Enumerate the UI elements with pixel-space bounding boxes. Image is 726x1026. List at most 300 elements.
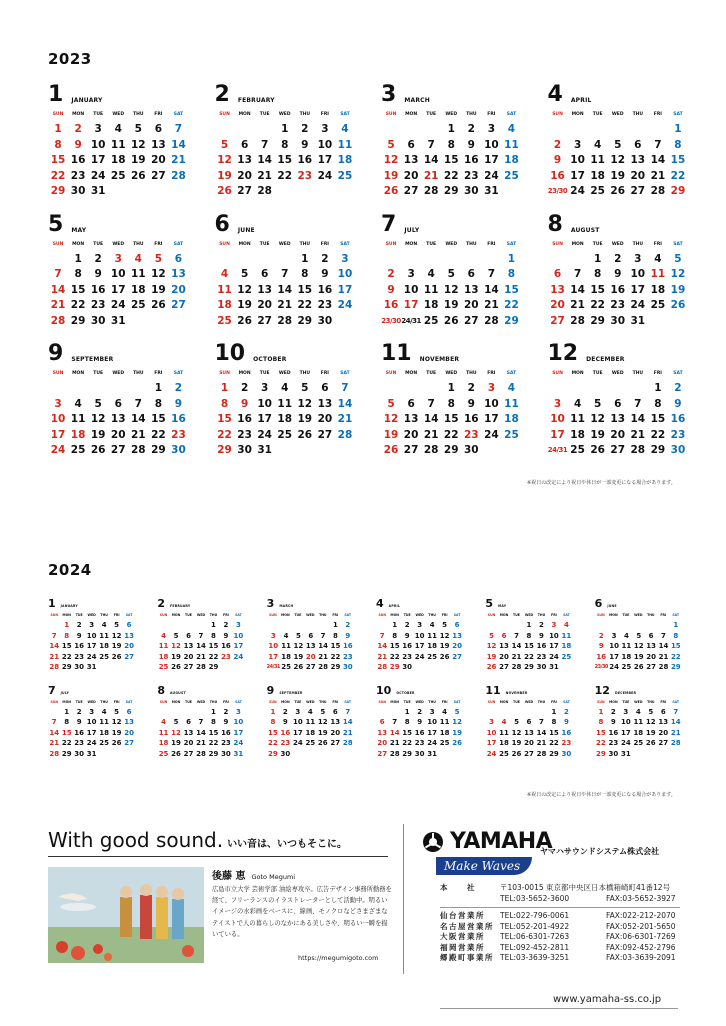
day-cell: 4 [635, 707, 641, 716]
day-cell: 28 [196, 749, 206, 758]
day-cell: 25 [337, 169, 353, 182]
weekday-label: MON [171, 613, 181, 617]
weekday-label: THU [209, 699, 218, 704]
weekday-label: THU [319, 613, 327, 617]
weekday-label: WED [445, 241, 458, 247]
day-cell: 12 [633, 642, 644, 650]
empty-day-cell [376, 620, 388, 631]
day-cell: 28 [49, 663, 60, 671]
day-cell: 16 [171, 413, 186, 425]
day-cell: 5 [173, 718, 179, 726]
day-cell: 20 [183, 652, 194, 661]
day-cell: 23 [342, 652, 353, 661]
day-cell: 12 [645, 718, 656, 726]
day-cell: 30 [74, 663, 85, 671]
day-cell: 4 [161, 631, 166, 640]
day-cell: 12 [383, 154, 399, 166]
day-cell: 28 [337, 428, 353, 441]
weekday-header [48, 242, 189, 252]
day-cell: 5 [301, 382, 309, 394]
day-cell: 5 [514, 718, 519, 726]
day-cell: 9 [174, 397, 183, 410]
day-cell: 3 [553, 397, 562, 410]
day-cell: 8 [654, 397, 662, 410]
day-cell: 4 [134, 252, 142, 265]
day-cell: 24 [110, 299, 126, 311]
day-cell: 6 [553, 268, 562, 280]
day-cell: 1 [392, 621, 398, 629]
weekday-label: MON [390, 699, 399, 704]
hq-address: 〒103-0015 東京都中央区日本橋箱崎町41番12号 [500, 883, 671, 892]
day-cell: 5 [220, 138, 229, 151]
day-cell: 28 [318, 663, 328, 671]
weekday-label: FRI [653, 112, 662, 117]
day-grid [595, 620, 682, 673]
day-cell: 3 [89, 621, 95, 629]
weekday-label: SUN [552, 371, 563, 376]
day-cell: 6 [501, 631, 507, 640]
day-cell: 14 [511, 642, 522, 650]
day-cell: 26 [90, 444, 106, 456]
weekday-label: SAT [344, 613, 352, 617]
day-cell: 17 [268, 652, 279, 661]
weekday-label: FRI [154, 112, 163, 117]
day-cell: 23/30 [594, 664, 608, 670]
day-cell: 22 [443, 169, 459, 182]
day-cell: 25 [70, 444, 86, 456]
empty-day-cell [441, 252, 461, 268]
day-cell: 12 [297, 397, 313, 410]
day-cell: 7 [51, 631, 57, 640]
empty-day-cell [628, 122, 648, 138]
weekday-label: FRI [320, 241, 329, 247]
day-cell: 7 [379, 631, 385, 640]
day-cell: 27 [646, 663, 656, 671]
weekday-header [595, 613, 682, 620]
day-cell: 4 [594, 138, 602, 151]
day-cell: 19 [171, 739, 181, 747]
day-cell: 29 [389, 663, 400, 671]
day-cell: 20 [317, 413, 333, 425]
day-cell: 12 [217, 154, 232, 166]
day-cell: 9 [94, 268, 102, 280]
day-cell: 3 [235, 707, 241, 716]
day-cell: 10 [427, 718, 437, 726]
day-cell: 17 [90, 154, 106, 166]
day-cell: 9 [223, 631, 229, 640]
day-cell: 5 [387, 138, 395, 151]
day-cell: 23 [74, 739, 85, 747]
weekday-header [381, 242, 522, 252]
day-cell: 4 [429, 621, 435, 629]
day-cell: 21 [536, 739, 547, 747]
month-header [157, 685, 244, 696]
day-cell: 4 [161, 718, 166, 726]
day-cell: 25 [281, 663, 291, 671]
day-cell: 3 [321, 123, 329, 135]
month-2023-9 [48, 343, 189, 459]
empty-day-cell [292, 620, 304, 631]
day-cell: 8 [333, 631, 338, 640]
day-cell: 25 [504, 169, 519, 182]
day-cell: 13 [171, 268, 186, 280]
day-cell: 12 [131, 138, 146, 151]
day-cell: 16 [74, 728, 85, 737]
weekday-label: FRI [441, 613, 448, 617]
day-cell: 30 [464, 185, 479, 197]
day-cell: 10 [90, 138, 106, 151]
day-grid [215, 381, 356, 459]
day-cell: 30 [670, 444, 686, 456]
day-cell: 19 [90, 428, 106, 441]
day-cell: 10 [403, 283, 419, 296]
day-cell: 19 [486, 652, 497, 661]
weekday-label: THU [466, 371, 477, 376]
day-cell: 28 [511, 663, 522, 671]
day-cell: 7 [539, 718, 544, 726]
day-cell: 14 [423, 413, 439, 425]
day-cell: 18 [427, 642, 437, 650]
month-header [381, 84, 522, 106]
month-name: JULY [60, 690, 70, 695]
weekday-header [381, 371, 522, 381]
day-cell: 8 [447, 138, 455, 151]
day-cell: 5 [320, 707, 326, 716]
day-cell: 27 [330, 739, 341, 747]
day-cell: 27 [658, 739, 669, 747]
day-cell: 8 [74, 268, 82, 280]
day-cell: 22 [277, 169, 293, 182]
day-cell: 16 [402, 642, 413, 650]
weekday-label: MON [571, 241, 584, 247]
day-cell: 19 [633, 652, 644, 661]
day-cell: 2 [467, 123, 475, 135]
day-cell: 17 [110, 283, 126, 296]
artist-site-link[interactable]: https://megumigoto.com [298, 954, 379, 962]
day-cell: 11 [158, 642, 169, 650]
day-cell: 31 [233, 749, 244, 758]
empty-day-cell [523, 707, 535, 718]
weekday-label: TUE [426, 112, 437, 117]
weekday-label: SAT [125, 699, 133, 704]
day-cell: 1 [594, 252, 602, 265]
weekday-label: WED [445, 371, 458, 376]
weekday-header [381, 112, 522, 122]
year-2024-label: 2024 [48, 561, 92, 579]
month-header [48, 343, 189, 365]
weekday-label: WED [112, 241, 125, 247]
day-cell: 13 [183, 728, 194, 737]
day-cell: 20 [237, 169, 252, 182]
day-cell: 10 [484, 138, 499, 151]
weekday-label: THU [100, 699, 108, 704]
day-cell: 10 [620, 718, 631, 726]
day-cell: 4 [307, 707, 313, 716]
day-cell: 8 [270, 718, 276, 726]
weekday-label: FRI [154, 241, 163, 247]
empty-day-cell [195, 707, 207, 718]
weekday-label: THU [647, 613, 655, 617]
day-cell: 23 [414, 739, 425, 747]
day-cell: 24 [486, 749, 497, 758]
empty-day-cell [235, 252, 255, 268]
empty-day-cell [548, 252, 568, 268]
month-2023-5 [48, 211, 189, 330]
day-cell: 17 [233, 642, 244, 650]
day-cell: 7 [198, 631, 204, 640]
month-2024-5 [485, 598, 572, 673]
weekday-label: WED [524, 613, 534, 617]
weekday-label: SAT [125, 613, 133, 617]
holiday-note-2024: ※祝日の改定により祝日や休日が一部変更になる場合があります。 [527, 792, 676, 798]
day-cell: 27 [630, 185, 646, 197]
weekday-label: SUN [52, 371, 64, 376]
day-cell: 20 [550, 299, 565, 311]
day-cell: 29 [402, 749, 413, 758]
day-cell: 16 [280, 728, 291, 737]
day-cell: 29 [443, 185, 459, 197]
weekday-label: MON [499, 613, 509, 617]
holiday-note-2023: ※祝日の改定により祝日や休日が一部変更になる場合があります。 [527, 480, 676, 486]
weekday-label: WED [634, 699, 643, 704]
day-cell: 13 [151, 138, 166, 151]
weekday-label: FRI [113, 699, 120, 704]
weekday-label: FRI [113, 613, 120, 617]
month-header [548, 84, 689, 106]
office-row [440, 943, 696, 954]
weekday-label: SUN [487, 613, 496, 617]
day-cell: 22 [596, 739, 606, 747]
weekday-label: WED [196, 699, 206, 704]
day-cell: 30 [342, 663, 353, 671]
day-cell: 22 [670, 652, 681, 661]
day-cell: 6 [154, 123, 163, 135]
day-cell: 27 [524, 749, 534, 758]
day-cell: 28 [630, 444, 646, 456]
day-cell: 30 [536, 663, 547, 671]
weekday-label: WED [415, 699, 424, 704]
day-cell: 6 [332, 707, 338, 716]
day-cell: 9 [674, 397, 682, 410]
day-cell: 26 [293, 663, 304, 671]
empty-day-cell [381, 122, 401, 138]
day-cell: 1 [220, 382, 229, 394]
day-cell: 21 [650, 169, 666, 182]
day-cell: 22 [297, 299, 313, 311]
day-cell: 17 [403, 299, 419, 311]
day-cell: 30 [561, 749, 572, 758]
day-cell: 27 [124, 652, 134, 661]
day-cell: 22 [151, 428, 166, 441]
day-cell: 12 [171, 728, 181, 737]
day-cell: 13 [257, 283, 272, 296]
weekday-label: THU [299, 241, 311, 247]
day-cell: 14 [670, 718, 681, 726]
month-header [215, 343, 356, 365]
month-name: SEPTEMBER [71, 356, 114, 363]
weekday-header [48, 613, 135, 620]
weekday-label: TUE [93, 241, 104, 247]
empty-day-cell [421, 122, 441, 138]
day-cell: 10 [233, 718, 244, 726]
weekday-label: WED [611, 371, 624, 376]
day-cell: 9 [345, 631, 351, 640]
hq-contact-row [440, 894, 696, 905]
month-number: 9 [48, 341, 64, 366]
day-cell: 10 [337, 268, 353, 280]
weekday-label: MON [609, 613, 618, 617]
day-cell: 24 [427, 739, 437, 747]
day-grid [485, 620, 572, 673]
day-cell: 9 [563, 718, 569, 726]
day-cell: 4 [442, 707, 448, 716]
empty-day-cell [645, 620, 657, 631]
day-cell: 31 [257, 444, 272, 456]
day-cell: 14 [423, 154, 439, 166]
day-cell: 22 [443, 428, 459, 441]
day-cell: 11 [99, 631, 109, 640]
day-cell: 10 [317, 138, 333, 151]
day-cell: 1 [270, 707, 276, 716]
weekday-label: TUE [75, 613, 83, 617]
day-cell: 31 [86, 663, 97, 671]
weekday-label: SUN [385, 371, 397, 376]
day-cell: 2 [94, 252, 102, 265]
day-cell: 14 [49, 728, 60, 737]
weekday-label: TUE [622, 613, 630, 617]
weekday-label: MON [171, 699, 181, 704]
empty-day-cell [535, 707, 547, 718]
day-grid [485, 707, 572, 760]
month-header [48, 598, 135, 609]
weekday-label: TUE [426, 371, 437, 376]
empty-day-cell [588, 122, 608, 138]
day-cell: 23 [608, 739, 619, 747]
weekday-header [48, 112, 189, 122]
weekday-label: SAT [344, 699, 352, 704]
empty-day-cell [485, 620, 497, 631]
day-cell: 22 [268, 739, 278, 747]
weekday-label: TUE [513, 613, 520, 617]
website-url[interactable]: www.yamaha-ss.co.jp [553, 994, 662, 1005]
day-cell: 27 [237, 185, 252, 197]
weekday-label: SUN [219, 112, 230, 117]
day-cell: 30 [221, 749, 231, 758]
day-cell: 9 [240, 397, 249, 410]
weekday-label: MON [238, 112, 251, 117]
day-cell: 18 [158, 652, 169, 661]
day-cell: 26 [151, 299, 166, 311]
day-cell: 22 [330, 652, 341, 661]
day-cell: 19 [293, 652, 304, 661]
day-cell: 2 [467, 382, 475, 394]
month-2024-9 [267, 685, 354, 760]
weekday-header [548, 242, 689, 252]
month-2024-1 [48, 598, 135, 673]
day-cell: 22 [670, 169, 686, 182]
day-cell: 26 [237, 314, 252, 327]
weekday-label: THU [100, 613, 108, 617]
day-cell: 7 [320, 631, 326, 640]
day-cell: 20 [171, 283, 186, 296]
day-cell: 15 [650, 413, 666, 425]
day-cell: 9 [417, 718, 423, 726]
day-cell: 8 [673, 631, 679, 640]
empty-day-cell [280, 620, 292, 631]
day-cell: 14 [49, 642, 60, 650]
day-cell: 23 [464, 428, 479, 441]
month-2024-2 [157, 598, 244, 673]
day-cell: 6 [308, 631, 314, 640]
empty-day-cell [485, 707, 497, 718]
day-cell: 6 [379, 718, 385, 726]
weekday-label: FRI [487, 241, 496, 247]
day-cell: 13 [550, 283, 565, 296]
day-cell: 29 [504, 314, 519, 327]
month-number: 7 [381, 211, 397, 237]
weekday-label: THU [133, 371, 144, 376]
day-cell: 1 [333, 621, 338, 629]
day-cell: 16 [221, 642, 231, 650]
day-cell: 18 [217, 299, 232, 311]
weekday-label: SAT [453, 613, 461, 617]
day-cell: 7 [198, 718, 204, 726]
day-cell: 30 [171, 444, 186, 456]
day-cell: 5 [154, 252, 163, 265]
day-cell: 23 [610, 299, 626, 311]
day-cell: 17 [292, 728, 303, 737]
day-cell: 14 [131, 413, 146, 425]
weekday-label: WED [278, 241, 291, 247]
day-cell: 23/30 [381, 316, 401, 325]
day-cell: 23 [561, 739, 572, 747]
weekday-header [376, 700, 463, 707]
day-cell: 26 [486, 663, 497, 671]
office-name: 大阪営業所 [440, 932, 485, 941]
month-header [485, 685, 572, 696]
day-cell: 27 [183, 663, 194, 671]
day-cell: 29 [70, 314, 86, 327]
empty-day-cell [88, 381, 108, 397]
month-number: 6 [594, 597, 603, 610]
day-cell: 13 [499, 642, 509, 650]
weekday-label: THU [632, 112, 644, 117]
weekday-label: MON [390, 613, 399, 617]
month-number: 1 [48, 597, 56, 610]
month-2023-3 [381, 84, 522, 200]
day-cell: 29 [217, 444, 232, 456]
office-fax: FAX:022-212-2070 [606, 911, 676, 920]
day-cell: 20 [610, 428, 626, 441]
day-cell: 23 [670, 428, 686, 441]
day-cell: 16 [464, 154, 479, 166]
day-cell: 3 [489, 718, 494, 726]
weekday-header [157, 700, 244, 707]
day-cell: 1 [211, 707, 216, 716]
day-cell: 12 [590, 413, 605, 425]
day-grid [48, 381, 189, 459]
day-cell: 6 [454, 621, 460, 629]
day-cell: 28 [423, 444, 439, 456]
empty-day-cell [608, 381, 628, 397]
make-waves-tagline: Make Waves [436, 857, 532, 875]
day-cell: 18 [131, 283, 146, 296]
day-cell: 11 [439, 718, 450, 726]
weekday-label: MON [281, 613, 290, 617]
day-cell: 29 [650, 444, 666, 456]
day-cell: 7 [134, 397, 142, 410]
month-number: 4 [547, 82, 563, 107]
